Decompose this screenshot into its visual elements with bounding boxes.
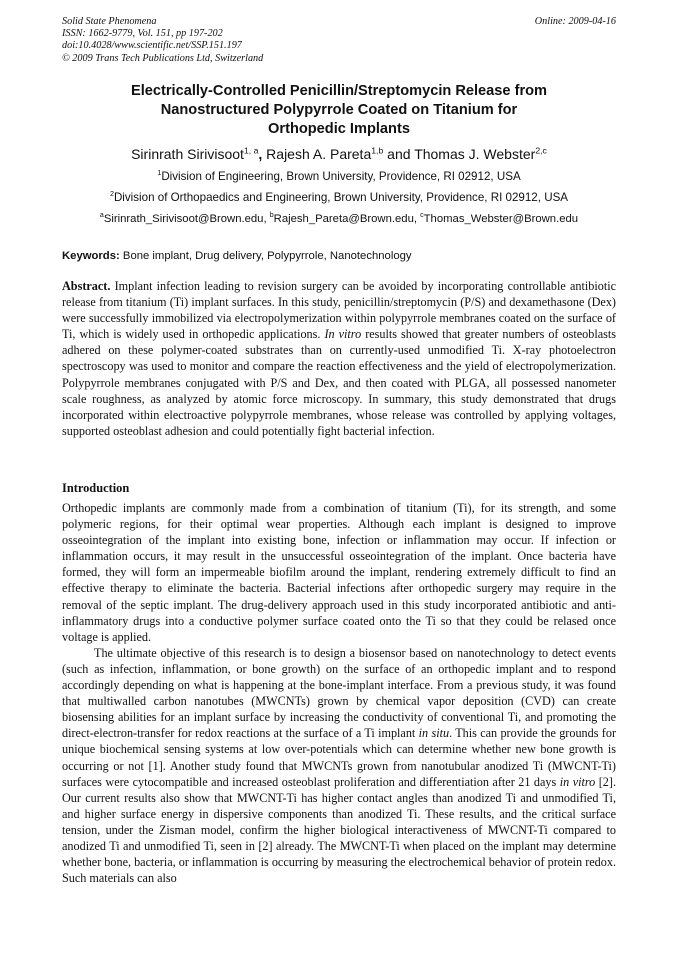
affiliation-1 bbox=[62, 170, 616, 184]
journal-doi: doi:10.4028/www.scientific.net/SSP.151.197 bbox=[62, 40, 242, 52]
author-separator-1: , bbox=[258, 146, 267, 162]
intro-paragraph-1: Orthopedic implants are commonly made from a combination of titanium (Ti), for its strength, and some polymeric regions, for their optimal wear properties. Although each implant is designed to improve osseointegration of the implant into existing bone, infection or inflammation may occur. If infection or inflammation occurs, it may result in the unsuccessful osseointegration of the implant. Once bacteria have formed, they will form an impermeable biofilm around the implant, rendering extremely difficult to find an effective therapy to eliminate the bacteria. Bacterial infections after orthopedic surgery may require in the removal of the septic implant. The drug-delivery approach used in this study incorporated antibiotic and anti-inflammatory drugs into a conductive polymer surface coated onto the Ti so that they could be relased once voltage is applied. bbox=[62, 501, 616, 644]
author-3-marker: 2,c bbox=[535, 145, 547, 156]
email-a: Sirinrath_Sirivisoot@Brown.edu, bbox=[103, 213, 270, 225]
journal-copyright: © 2009 Trans Tech Publications Ltd, Switzerland bbox=[62, 52, 264, 64]
affiliation-1-marker: 1 bbox=[157, 168, 162, 178]
affiliation-2 bbox=[62, 191, 616, 205]
affiliation-2-marker: 2 bbox=[109, 189, 114, 199]
author-emails bbox=[62, 212, 616, 226]
keywords-label: Keywords: bbox=[62, 250, 120, 262]
abstract-text-2: results showed that greater numbers of osteoblasts adhered on these polymer-coated substrates than on currently-used unmodified Ti. X-ray photoelectron spectroscopy was used to monitor and compare the reaction effectiveness and the yield of electropolymerization. Polypyrrole membranes conjugated with P/S and Dex, and then coated with PLGA, all possessed nanometer scale roughness, as analyzed by atomic force microscopy. In summary, this study demonstrated that drugs incorporated within electroactive polypyrrole membranes, whose release was controlled by applying voltages, supported osteoblast adhesion and could potentially fight bacterial infection. bbox=[62, 327, 616, 438]
intro-p2-italic-2: in vitro bbox=[559, 774, 596, 789]
title-line-3: Orthopedic Implants bbox=[268, 121, 410, 137]
intro-p2-italic-1: in situ bbox=[418, 726, 450, 741]
abstract-italic: In vitro bbox=[324, 327, 362, 342]
intro-p2-text-c: [2]. Our current results also show that MWCNT-Ti has higher contact angles than anodized Ti and unmodified Ti, and higher surface energy in dispersive components than anodized Ti. These results, and the critical surface tension, under the Zisman model, confirm the higher biological interactiveness of MWCNT-Ti compared to anodized Ti and unmodified Ti, seen in [2] already. The MWCNT-Ti when placed on the implant may determine whether bone, bacteria, or inflammation is occurring by measuring the electrochemical behavior of protein redox. Such materials can also bbox=[62, 774, 617, 886]
email-b-marker: b bbox=[269, 212, 274, 220]
intro-p2-text-a: The ultimate objective of this research is to design a biosensor based on nanotechnology to detect events (such as infection, inflammation, or bone growth) on the surface of an orthopedic implant and to respond accordingly depending on what is happening at the bone-implant interface. From a previous study, it was found that multiwalled carbon nanotubes (MWCNTs) grown by chemical vapor deposition (CVD) can create biosensing abilities for an implant surface by increasing the conductivity of conventional Ti, and promoting the direct-electron-transfer for redox reactions at the surface of a Ti implant bbox=[62, 645, 616, 741]
email-b: Rajesh_Pareta@Brown.edu, bbox=[273, 213, 421, 225]
author-2: Rajesh A. Pareta bbox=[266, 146, 372, 162]
intro-paragraph-2 bbox=[62, 645, 616, 886]
abstract-paragraph bbox=[62, 278, 616, 439]
affiliation-2-text: Division of Orthopaedics and Engineering, Brown University, Providence, RI 02912, USA bbox=[113, 191, 569, 204]
author-1: Sirinrath Sirivisoot bbox=[131, 146, 244, 162]
author-2-marker: 1,b bbox=[371, 145, 384, 156]
introduction-body bbox=[62, 500, 616, 886]
journal-name: Solid State Phenomena bbox=[62, 16, 157, 27]
keywords-text: Bone implant, Drug delivery, Polypyrrole, Nanotechnology bbox=[119, 250, 412, 262]
intro-p2-text-b: . This can provide the grounds for unique biochemical sensing systems at low over-potentials which can determine whether new bone growth is occurring or not [1]. Another study found that MWCNTs grown from nanotubular anodized Ti (MWCNT-Ti) surfaces were cytocompatible and increased osteoblast proliferation and differentiation after 21 days bbox=[62, 726, 617, 789]
paper-title bbox=[62, 82, 616, 139]
journal-header bbox=[62, 16, 263, 65]
author-separator-2: and bbox=[383, 146, 415, 162]
email-c: Thomas_Webster@Brown.edu bbox=[423, 213, 579, 225]
abstract-text-1: Implant infection leading to revision surgery can be avoided by incorporating controllable antibiotic release from titanium (Ti) implant surfaces. In this study, penicillin/streptomycin (P/S) and dexamethasone (Dex) were successfully immobilized via electropolymerization within polypyrrole membranes coated on the surface of Ti, which is widely used in orthopedic applications. bbox=[62, 279, 616, 342]
author-list bbox=[62, 145, 616, 163]
title-line-2: Nanostructured Polypyrrole Coated on Titanium for bbox=[160, 102, 518, 118]
author-3: Thomas J. Webster bbox=[414, 146, 536, 162]
online-date: Online: 2009-04-16 bbox=[534, 16, 616, 27]
abstract-label: Abstract. bbox=[62, 279, 111, 293]
title-line-1: Electrically-Controlled Penicillin/Streptomycin Release from bbox=[130, 83, 548, 99]
keywords bbox=[62, 249, 616, 263]
section-heading-introduction: Introduction bbox=[62, 481, 130, 495]
affiliation-1-text: Division of Engineering, Brown University, Providence, RI 02912, USA bbox=[161, 170, 521, 183]
abstract bbox=[62, 278, 616, 439]
email-a-marker: a bbox=[99, 212, 104, 220]
author-1-marker: 1, a bbox=[243, 145, 259, 156]
journal-issn: ISSN: 1662-9779, Vol. 151, pp 197-202 bbox=[62, 28, 223, 40]
email-c-marker: c bbox=[420, 212, 424, 220]
